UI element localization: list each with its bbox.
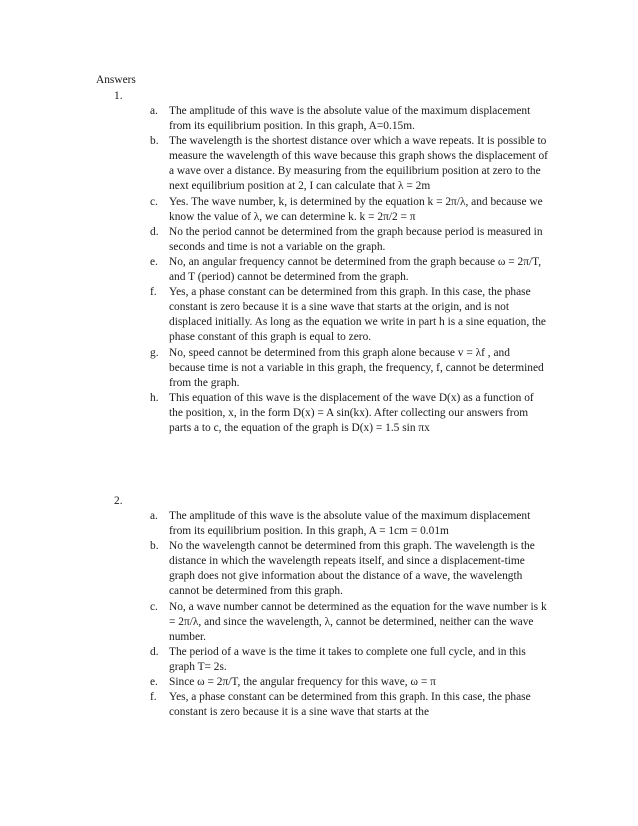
answer-item: g. No, speed cannot be determined from this graph alone because v = λf , and because time is not a variable in this graph, the frequency, f, cannot be determined from the graph. bbox=[150, 346, 544, 389]
question-number-1: 1. bbox=[114, 90, 123, 102]
answer-item: f. Yes, a phase constant can be determined from this graph. In this case, the phase constant is zero because it is a sine wave that starts at the origin, and is not displaced initially. As long as the equation we write in part h is a sine equation, the phase constant of this graph is equal to zero. bbox=[150, 286, 546, 344]
answer-item: e. No, an angular frequency cannot be determined from the graph because ω = 2π/T, and T (period) cannot be determined from the graph. bbox=[150, 255, 542, 284]
answer-item: d. No the period cannot be determined from the graph because period is measured in seconds and time is not a variable on the graph. bbox=[150, 225, 543, 253]
answer-item: c. No, a wave number cannot be determined as the equation for the wave number is k = 2π/λ, and since the wavelength, λ, cannot be determined, neither can the wave number. bbox=[150, 600, 547, 643]
answer-item: b. No the wavelength cannot be determined from this graph. The wavelength is the distance in which the wavelength repeats itself, and since a displacement-time graph does not give information about the distance of a wave, the wavelength cannot be determined from this graph. bbox=[150, 540, 535, 598]
answer-list-2 bbox=[150, 509, 548, 720]
question-number-2: 2. bbox=[114, 495, 123, 507]
answer-item: b. The wavelength is the shortest distance over which a wave repeats. It is possible to measure the wavelength of this wave because this graph shows the displacement of a wave over a distance. By measuring from the equilibrium position at zero to the next equilibrium position at 2, I can calculate that λ = 2m bbox=[150, 135, 548, 193]
answer-item: a. The amplitude of this wave is the absolute value of the maximum displacement from its equilibrium position. In this graph, A = 1cm = 0.01m bbox=[150, 510, 531, 538]
answer-item: e. Since ω = 2π/T, the angular frequency for this wave, ω = π bbox=[150, 676, 436, 689]
answer-item: a. The amplitude of this wave is the absolute value of the maximum displacement from its equilibrium position. In this graph, A=0.15m. bbox=[150, 105, 531, 133]
answer-item: f. Yes, a phase constant can be determined from this graph. In this case, the phase constant is zero because it is a sine wave that starts at the bbox=[150, 691, 531, 719]
answer-item: d. The period of a wave is the time it takes to complete one full cycle, and in this graph T= 2s. bbox=[150, 645, 526, 673]
answer-list-1 bbox=[150, 104, 548, 436]
answer-item: h. This equation of this wave is the displacement of the wave D(x) as a function of the position, x, in the form D(x) = A sin(kx). After collecting our answers from parts a to c, the equation of the graph is D(x) = 1.5 sin πx bbox=[150, 391, 534, 434]
page-heading: Answers bbox=[96, 74, 136, 86]
answer-item: c. Yes. The wave number, k, is determined by the equation k = 2π/λ, and because we know the value of λ, we can determine k. k = 2π/2 = π bbox=[150, 195, 543, 223]
